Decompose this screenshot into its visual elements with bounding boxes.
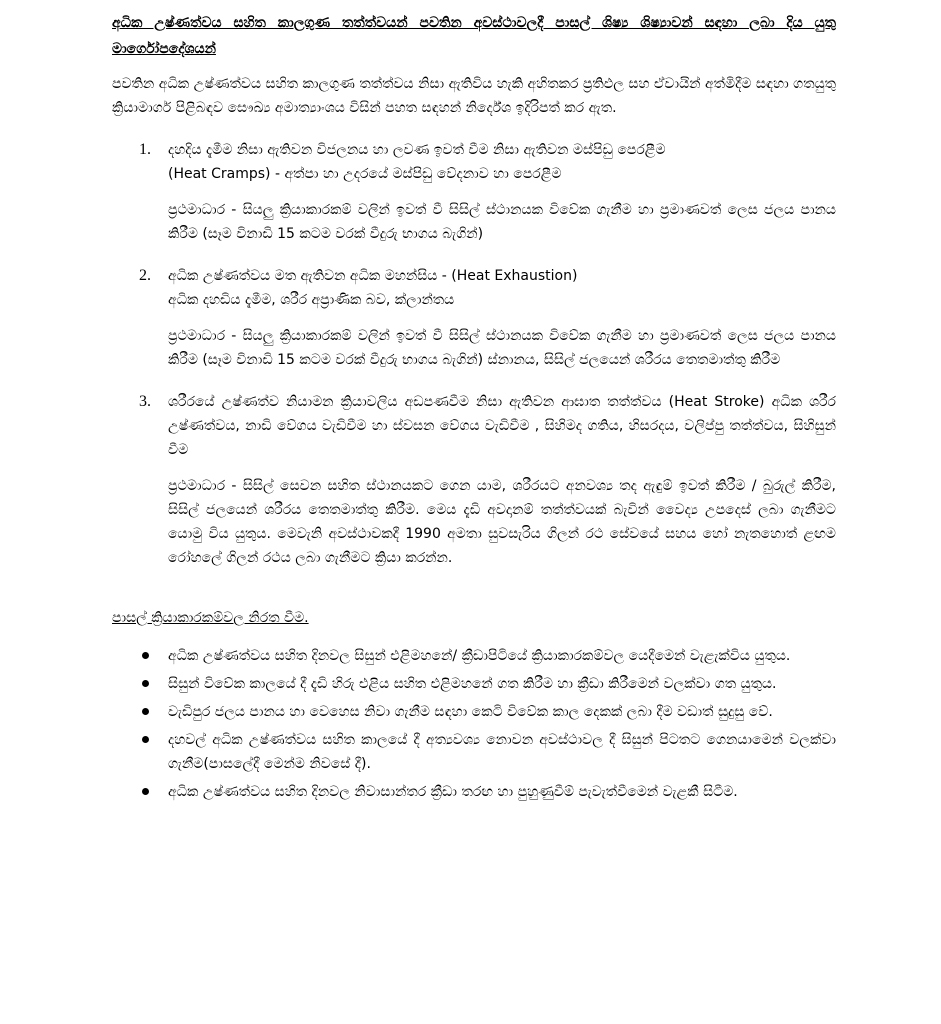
bullet-list <box>112 644 836 804</box>
first-aid-text: ප්‍රථමාධාර - සියලු ක්‍රියාකාරකම් වලින් ඉවත් වී සිසිල් ස්ථානයක විවේක ගැනීම හා ප්‍රමාණවත් ලෙස ජලය පානය කිරීම (සෑම විනාඩි 15 කටම වරක් වීදුරු භාගය බැගින්) ස්නානය, සිසිල් ජලයෙන් ශරීරය තෙතමාත්තු කිරීම <box>168 328 836 368</box>
item-number: 1. <box>139 141 151 158</box>
bullet-text: අධික උෂ්ණත්වය සහිත දිනවල සිසුන් එළිමහනේ/ ක්‍රීඩාපිටියේ ක්‍රියාකාරකම්වල යෙදීමෙන් වැළැක්විය යුතුය. <box>168 648 791 664</box>
item-line-2: අධික දහඩිය දැමීම, ශරීර අප්‍රාණික බව, ක්ලාන්තය <box>168 292 455 308</box>
first-aid-text: ප්‍රථමාධාර - සියලු ක්‍රියාකාරකම් වලින් ඉවත් වී සිසිල් ස්ථානයක විවේක ගැනීම හා ප්‍රමාණවත් ලෙස ජලය පානය කිරීම (සෑම විනාඩි 15 කටම වරක් වීදුරු භාගය බැගින්) <box>168 202 836 242</box>
condition-item-2 <box>112 264 836 372</box>
item-line-1: ශරීරයේ උෂ්ණත්ව නියාමන ක්‍රියාවලිය අඩපණවීම නිසා ඇතිවන ආඝාත තත්ත්වය (Heat Stroke) අධික ශරීර උෂ්ණත්වය, නාඩි වේගය වැඩිවීම හා ස්වසන වේගය වැඩිවීම , සිහිමද ගතිය, හිසරදය, වලිප්පු තත්ත්වය, සිහිසුන් වීම <box>168 394 836 458</box>
intro-paragraph: පවතින අධික උෂ්ණත්වය සහිත කාලගුණ තත්ත්වය නිසා ඇතිවිය හැකි අහිතකර ප්‍රතිඵල සහ ඒවායින් අත්මිදීම සඳහා ගතයුතු ක්‍රියාමාර්ග පිළිබඳව සෞඛ්‍ය අමාත්‍යාංශය විසින් පහත සඳහන් නිර්දේශ ඉදිරිපත් කර ඇත. <box>112 76 836 116</box>
document-title: අධික උෂ්ණත්වය සහිත කාලගුණ තත්ත්වයන් පවතින අවස්ථාවලදී පාසල් ශිෂ්‍ය ශිෂ්‍යාවන් සඳහා ලබා දිය යුතු මාර්ගෝපදේශයන් <box>112 15 836 57</box>
item-description <box>168 390 836 462</box>
bullet-text: දහවල් අධික උෂ්ණත්වය සහිත කාලයේ දී අත්‍යවශ්‍ය නොවන අවස්ථාවල දී සිසුන් පිටතට ගෙනයාමෙන් වලක්වා ගැනීම(පාසලේදී මෙන්ම නිවසේ දී). <box>168 732 836 772</box>
section-heading: පාසල් ක්‍රියාකාරකම්වල නිරත වීම. <box>112 610 309 626</box>
bullet-item <box>112 728 836 776</box>
bullet-text: අධික උෂ්ණත්වය සහිත දිනවල නිවාසාන්තර ක්‍රීඩා තරඟ හා පුහුණුවීම් පැවැත්වීමෙන් වැළකී සිටීම. <box>168 784 738 800</box>
bullet-icon <box>142 788 149 795</box>
bullet-item <box>112 700 836 724</box>
bullet-text: සිසුන් විවේක කාලයේ දී දැඩි හිරු එළිය සහිත එළිමහනේ ගත කිරීම හා ක්‍රීඩා කිරීමෙන් වලක්වා ගත යුතුය. <box>168 676 777 692</box>
bullet-item <box>112 780 836 804</box>
document-page <box>112 10 836 808</box>
item-line-1: දහදිය දැමීම නිසා ඇතිවන විජලනය හා ලවණ ඉවත් වීම නිසා ඇතිවන මස්පිඩු පෙරළීම <box>168 142 666 158</box>
item-description <box>168 138 836 186</box>
first-aid-text: ප්‍රථමාධාර - සිසිල් සෙවන සහිත ස්ථානයකට ගෙන යාම, ශරීරයට අනවශ්‍ය තද ඇඳුම් ඉවත් කිරීම / බුරුල් කිරීම, සිසිල් ජලයෙන් ශරීරය තෙතමාත්තු කිරීම. මෙය දැඩි අවදානම් තත්ත්වයක් බැවින් වෛද්‍ය උපදෙස් ලබා ගැනීමට යොමු විය යුතුය. මෙවැනි අවස්ථාවකදී 1990 අමතා සුවසැරිය ගිලන් රථ සේවයේ සහය හෝ නැතහොත් ළඟම රෝහලේ ගිලන් රථය ලබා ගැනීමට ක්‍රියා කරන්න. <box>168 478 836 566</box>
bullet-item <box>112 644 836 668</box>
item-line-2: (Heat Cramps) - අත්පා හා උදරයේ මස්පිඩු වේදනාව හා පෙරළීම <box>168 166 562 182</box>
condition-item-3 <box>112 390 836 570</box>
bullet-icon <box>142 680 149 687</box>
bullet-icon <box>142 708 149 715</box>
bullet-icon <box>142 652 149 659</box>
bullet-text: වැඩිපුර ජලය පානය හා වෙහෙස නිවා ගැනීම සඳහා කෙටි විවේක කාල දෙකක් ලබා දීම වඩාත් සුදුසු වේ. <box>168 704 773 720</box>
item-description <box>168 264 836 312</box>
bullet-item <box>112 672 836 696</box>
condition-list <box>112 138 836 570</box>
bullet-icon <box>142 736 149 743</box>
condition-item-1 <box>112 138 836 246</box>
item-number: 2. <box>139 267 151 284</box>
item-number: 3. <box>139 393 151 410</box>
item-line-1: අධික උෂ්ණත්වය මත ඇතිවන අධික මහන්සිය - (Heat Exhaustion) <box>168 268 578 284</box>
